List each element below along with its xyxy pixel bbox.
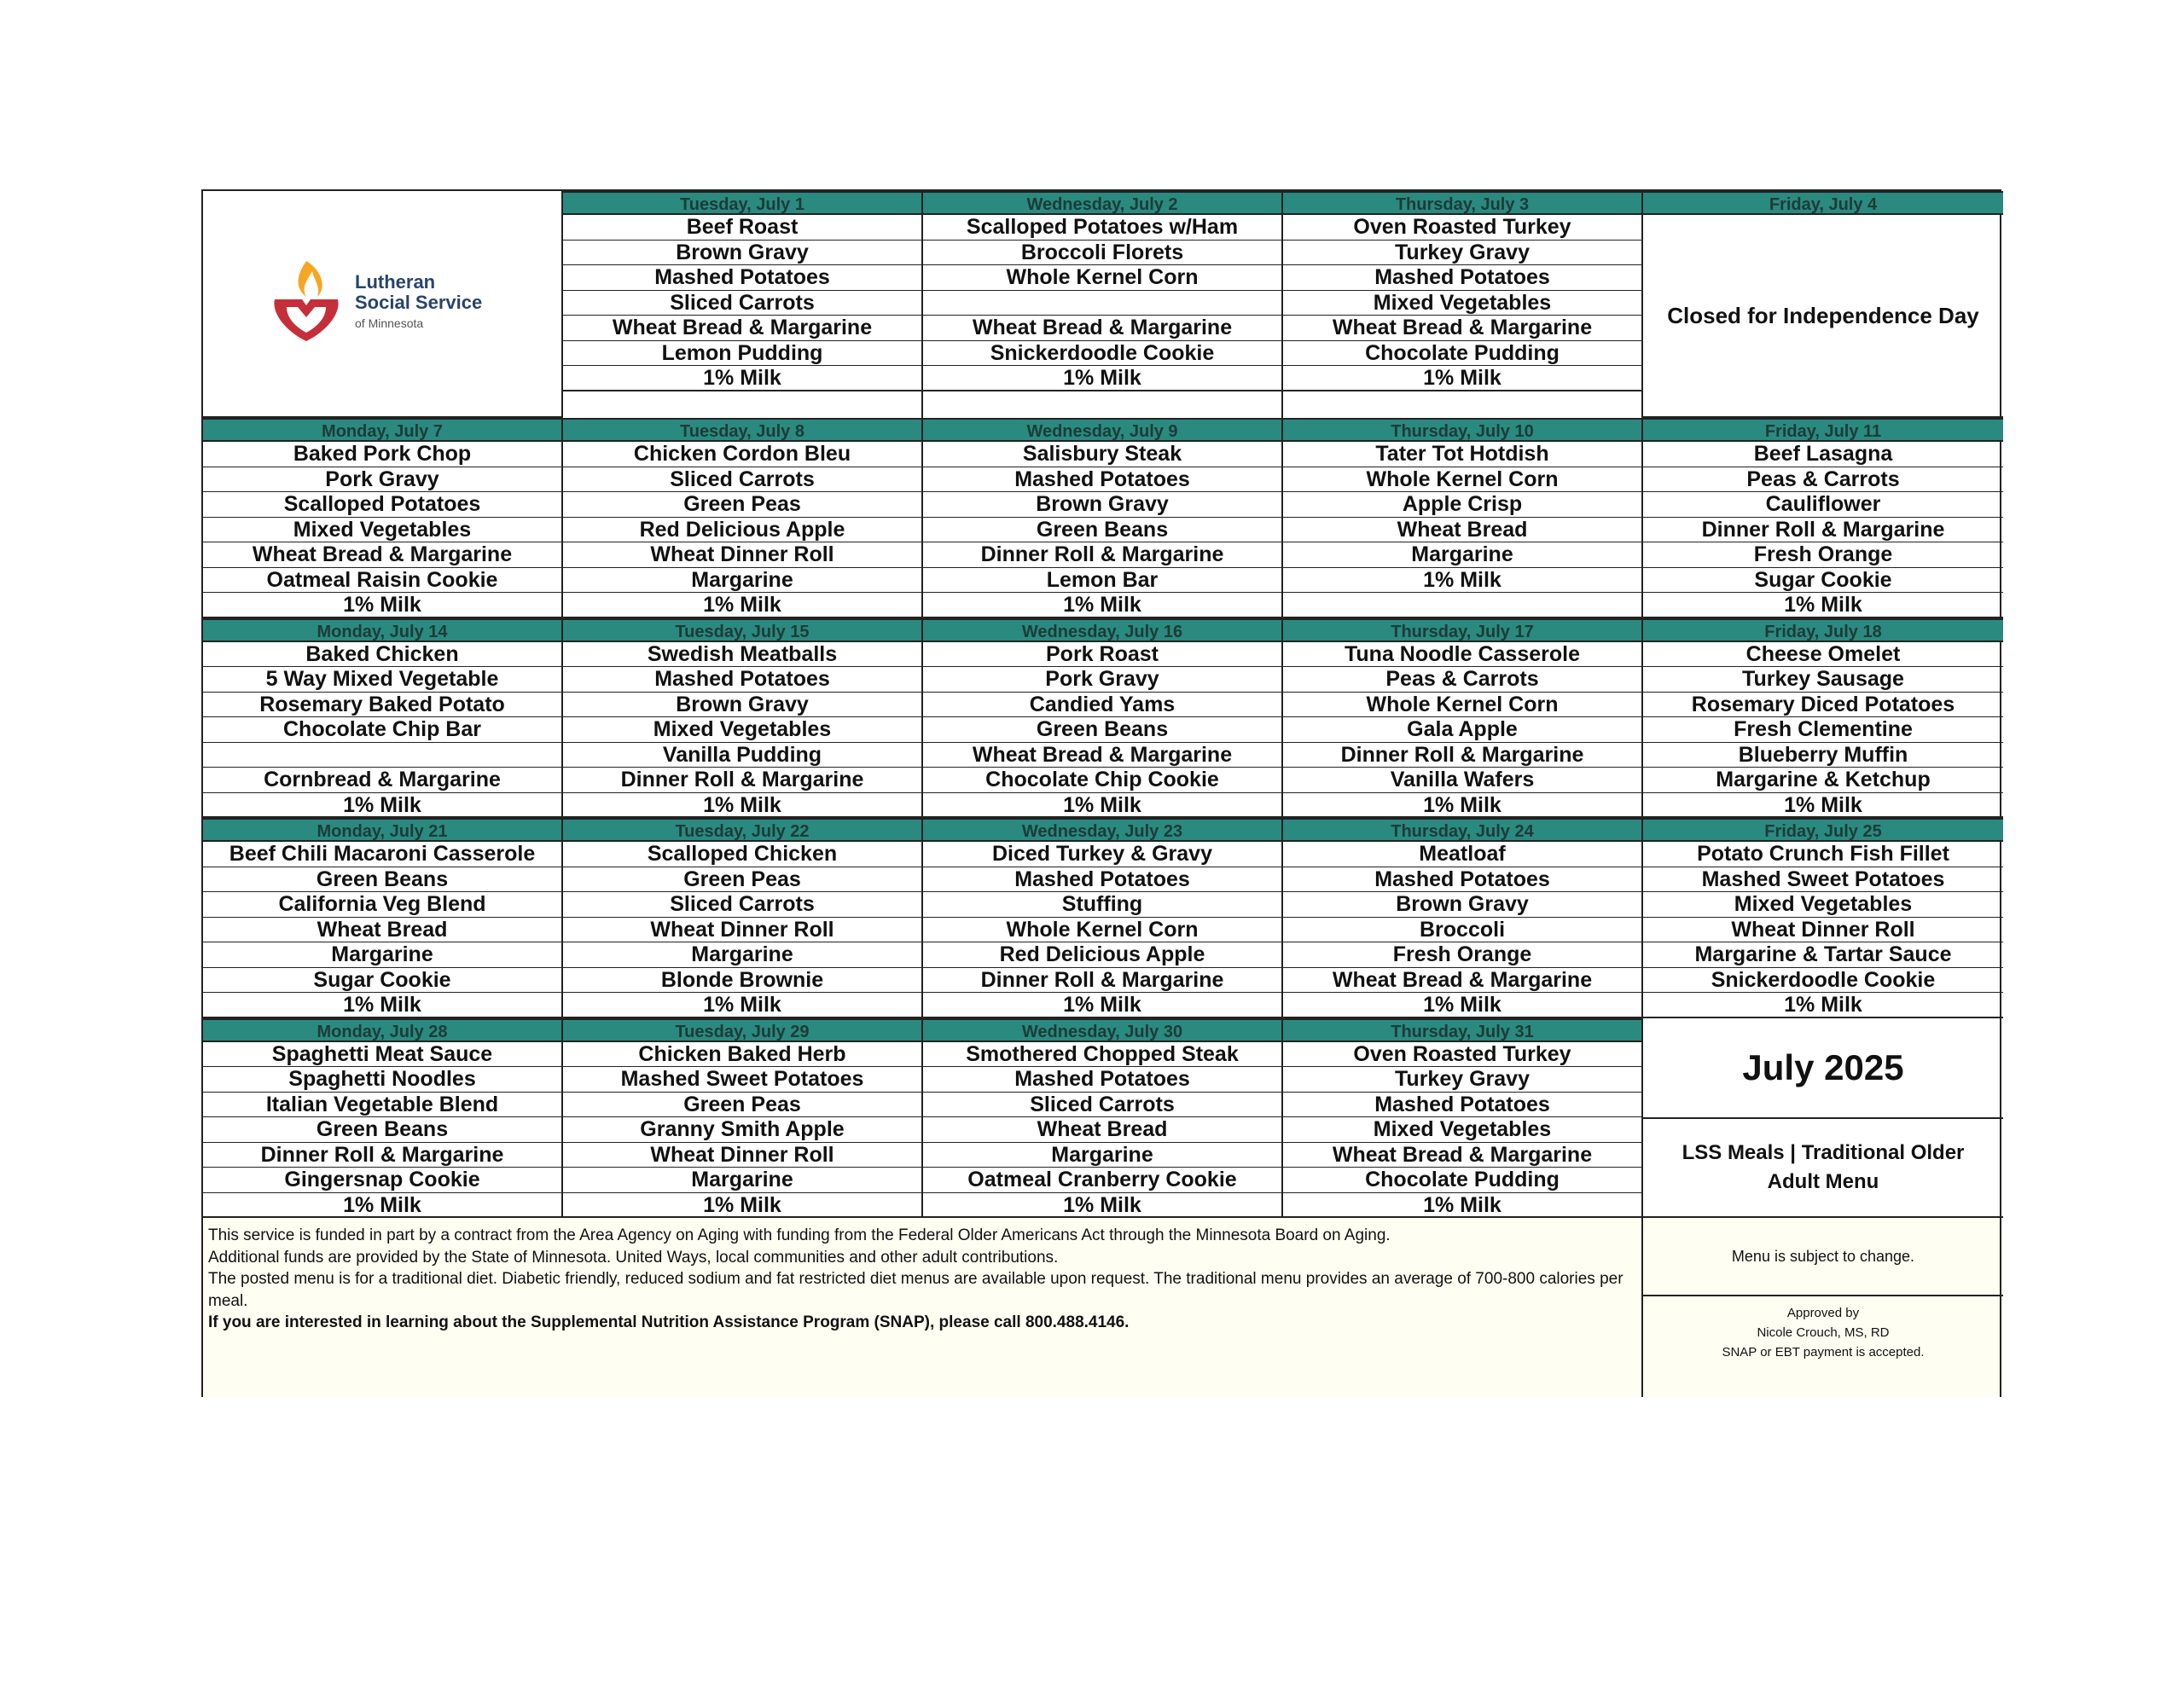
menu-item: California Veg Blend <box>203 892 561 918</box>
menu-item: Swedish Meatballs <box>563 642 921 668</box>
menu-item: Wheat Bread <box>1283 518 1641 543</box>
menu-item: Dinner Roll & Margarine <box>923 542 1281 568</box>
menu-item: Fresh Orange <box>1283 942 1641 968</box>
menu-item: Margarine <box>563 1168 921 1193</box>
menu-item: 1% Milk <box>1283 793 1641 819</box>
menu-item: Chicken Baked Herb <box>563 1042 921 1068</box>
day-cell <box>563 818 923 1018</box>
menu-item: Rosemary Diced Potatoes <box>1643 693 2003 718</box>
day-header: Thursday, July 3 <box>1283 191 1641 215</box>
menu-item: Mashed Potatoes <box>563 667 921 693</box>
menu-item: 1% Milk <box>923 366 1281 391</box>
menu-item: Dinner Roll & Margarine <box>1643 518 2003 543</box>
menu-item: Vanilla Wafers <box>1283 768 1641 793</box>
menu-item: Mashed Potatoes <box>923 867 1281 893</box>
logo-line: Lutheran <box>355 271 436 293</box>
day-cell <box>1643 818 2003 1018</box>
menu-item: Wheat Bread & Margarine <box>923 743 1281 768</box>
menu-item: 1% Milk <box>923 793 1281 819</box>
day-cell <box>923 1018 1283 1219</box>
menu-item: Mixed Vegetables <box>1643 892 2003 918</box>
approver-name: Nicole Crouch, MS, RD <box>1757 1325 1890 1340</box>
menu-item: Baked Pork Chop <box>203 442 561 467</box>
menu-item: Beef Roast <box>563 215 921 241</box>
day-cell <box>1643 191 2003 418</box>
menu-item: 1% Milk <box>563 366 921 391</box>
menu-item: Lemon Pudding <box>563 341 921 367</box>
menu-item: Mashed Potatoes <box>1283 265 1641 291</box>
menu-item: Margarine <box>1283 542 1641 568</box>
menu-item: Margarine <box>563 568 921 594</box>
menu-item: Salisbury Steak <box>923 442 1281 467</box>
menu-sheet <box>201 189 2001 1397</box>
day-cell <box>1283 1018 1643 1219</box>
menu-item: Margarine <box>923 1143 1281 1168</box>
payment-note: SNAP or EBT payment is accepted. <box>1722 1345 1925 1359</box>
menu-item: Chocolate Pudding <box>1283 1168 1641 1193</box>
menu-item: Tater Tot Hotdish <box>1283 442 1641 467</box>
menu-item: Mashed Sweet Potatoes <box>563 1067 921 1093</box>
menu-item: Baked Chicken <box>203 642 561 668</box>
menu-item: Oatmeal Raisin Cookie <box>203 568 561 594</box>
logo <box>203 191 561 418</box>
change-note: Menu is subject to change. <box>1643 1218 2003 1296</box>
menu-item: Whole Kernel Corn <box>923 918 1281 943</box>
menu-item: Green Beans <box>203 1117 561 1143</box>
menu-item: Green Peas <box>563 492 921 518</box>
day-cell <box>563 618 923 819</box>
day-header: Tuesday, July 8 <box>563 418 921 442</box>
menu-item: Green Peas <box>563 867 921 893</box>
menu-item: Smothered Chopped Steak <box>923 1042 1281 1068</box>
menu-item: Snickerdoodle Cookie <box>923 341 1281 367</box>
menu-item: Margarine <box>563 942 921 968</box>
menu-item: Wheat Bread & Margarine <box>563 316 921 341</box>
menu-item: Margarine & Ketchup <box>1643 768 2003 793</box>
menu-item: Candied Yams <box>923 693 1281 718</box>
menu-item: Apple Crisp <box>1283 492 1641 518</box>
menu-item: Pork Gravy <box>923 667 1281 693</box>
day-cell <box>203 618 563 819</box>
menu-item: Beef Chili Macaroni Casserole <box>203 842 561 867</box>
menu-item: Dinner Roll & Margarine <box>563 768 921 793</box>
menu-item: Lemon Bar <box>923 568 1281 594</box>
menu-item: Gingersnap Cookie <box>203 1168 561 1193</box>
menu-item: Broccoli <box>1283 918 1641 943</box>
day-cell <box>1283 618 1643 819</box>
menu-item: Sliced Carrots <box>563 892 921 918</box>
menu-item: Turkey Gravy <box>1283 241 1641 266</box>
day-header: Tuesday, July 15 <box>563 618 921 642</box>
menu-item: Margarine & Tartar Sauce <box>1643 942 2003 968</box>
day-cell <box>203 1018 563 1219</box>
menu-item: Spaghetti Noodles <box>203 1067 561 1093</box>
day-header: Thursday, July 31 <box>1283 1018 1641 1042</box>
day-header: Tuesday, July 1 <box>563 191 921 215</box>
day-header: Thursday, July 10 <box>1283 418 1641 442</box>
menu-item: Wheat Dinner Roll <box>563 542 921 568</box>
menu-title: LSS Meals | Traditional Older Adult Menu <box>1682 1140 1965 1193</box>
menu-item: Cheese Omelet <box>1643 642 2003 668</box>
menu-item: Cornbread & Margarine <box>203 768 561 793</box>
logo-cell <box>203 191 563 418</box>
lutheran-logo-icon <box>268 252 345 346</box>
menu-item: Wheat Bread & Margarine <box>1283 316 1641 341</box>
menu-item: Pork Gravy <box>203 467 561 493</box>
menu-item: Sliced Carrots <box>563 467 921 493</box>
menu-item: Diced Turkey & Gravy <box>923 842 1281 867</box>
day-cell <box>563 418 923 618</box>
menu-item: Snickerdoodle Cookie <box>1643 968 2003 994</box>
menu-item: Meatloaf <box>1283 842 1641 867</box>
menu-item: 1% Milk <box>563 593 921 618</box>
menu-item: 1% Milk <box>563 793 921 819</box>
menu-item: Tuna Noodle Casserole <box>1283 642 1641 668</box>
menu-item: 1% Milk <box>923 593 1281 618</box>
menu-item: Dinner Roll & Margarine <box>1283 743 1641 768</box>
menu-item: Brown Gravy <box>563 241 921 266</box>
menu-item: Whole Kernel Corn <box>1283 693 1641 718</box>
menu-item: Mixed Vegetables <box>1283 291 1641 316</box>
menu-item: Beef Lasagna <box>1643 442 2003 467</box>
menu-item: Sliced Carrots <box>923 1093 1281 1118</box>
menu-item: Scalloped Potatoes <box>203 492 561 518</box>
diet-note: The posted menu is for a traditional diet. Diabetic friendly, reduced sodium and fat restricted diet menus are available upon request. The traditional menu provides an average of 700-800 calories per meal. <box>208 1270 1623 1310</box>
menu-item: Wheat Bread & Margarine <box>1283 968 1641 994</box>
menu-item: 1% Milk <box>203 1193 561 1219</box>
funding-line: This service is funded in part by a contract from the Area Agency on Aging with funding from the Federal Older Americans Act through the Minnesota Board on Aging. <box>208 1226 1391 1244</box>
menu-calendar-grid <box>201 189 2001 1218</box>
month-title: July 2025 <box>1643 1018 2003 1119</box>
snap-note: If you are interested in learning about the Supplemental Nutrition Assistance Program (SNAP), please call 800.488.4146. <box>208 1313 1130 1331</box>
menu-item: Stuffing <box>923 892 1281 918</box>
funding-line: Additional funds are provided by the State of Minnesota. United Ways, local communities and other adult contributions. <box>208 1248 1059 1267</box>
approved-by: Approved by <box>1786 1306 1860 1320</box>
menu-item: Mixed Vegetables <box>563 717 921 743</box>
menu-item: Green Beans <box>923 717 1281 743</box>
day-header: Friday, July 11 <box>1643 418 2003 442</box>
menu-item: Wheat Bread & Margarine <box>923 316 1281 341</box>
menu-item: Fresh Clementine <box>1643 717 2003 743</box>
day-header: Wednesday, July 16 <box>923 618 1281 642</box>
menu-item: Mixed Vegetables <box>1283 1117 1641 1143</box>
day-header: Thursday, July 24 <box>1283 818 1641 842</box>
day-header: Wednesday, July 30 <box>923 1018 1281 1042</box>
menu-item: Mashed Potatoes <box>923 467 1281 493</box>
menu-item: Italian Vegetable Blend <box>203 1093 561 1118</box>
menu-item: 1% Milk <box>1283 568 1641 594</box>
menu-item: Granny Smith Apple <box>563 1117 921 1143</box>
menu-item: 1% Milk <box>1643 993 2003 1018</box>
menu-item: Mashed Sweet Potatoes <box>1643 867 2003 893</box>
logo-line: Social Service <box>355 292 483 313</box>
menu-item: Mashed Potatoes <box>1283 1093 1641 1118</box>
day-header: Friday, July 18 <box>1643 618 2003 642</box>
menu-item: Chocolate Pudding <box>1283 341 1641 367</box>
menu-item: Dinner Roll & Margarine <box>203 1143 561 1168</box>
menu-item: 1% Milk <box>563 1193 921 1219</box>
day-cell <box>203 818 563 1018</box>
menu-item: 1% Milk <box>923 1193 1281 1219</box>
menu-item: Spaghetti Meat Sauce <box>203 1042 561 1068</box>
day-cell <box>1283 418 1643 618</box>
menu-item: 1% Milk <box>1283 1193 1641 1219</box>
menu-item: 1% Milk <box>923 993 1281 1018</box>
day-header: Monday, July 21 <box>203 818 561 842</box>
day-cell <box>203 418 563 618</box>
menu-item: Red Delicious Apple <box>563 518 921 543</box>
menu-item: Wheat Bread & Margarine <box>1283 1143 1641 1168</box>
menu-item: Vanilla Pudding <box>563 743 921 768</box>
menu-item: Fresh Orange <box>1643 542 2003 568</box>
menu-item: 1% Milk <box>1283 366 1641 391</box>
day-cell <box>923 418 1283 618</box>
day-header: Friday, July 25 <box>1643 818 2003 842</box>
menu-item <box>923 291 1281 316</box>
day-cell <box>923 191 1283 418</box>
day-header: Wednesday, July 23 <box>923 818 1281 842</box>
menu-item: Blonde Brownie <box>563 968 921 994</box>
day-cell <box>563 1018 923 1219</box>
day-header: Friday, July 4 <box>1643 191 2003 215</box>
menu-item: Dinner Roll & Margarine <box>923 968 1281 994</box>
day-header: Monday, July 7 <box>203 418 561 442</box>
menu-item: Brown Gravy <box>563 693 921 718</box>
menu-item: Broccoli Florets <box>923 241 1281 266</box>
menu-item: Cauliflower <box>1643 492 2003 518</box>
menu-item: 1% Milk <box>563 993 921 1018</box>
approval-block <box>1643 1296 2003 1362</box>
menu-item: Mashed Potatoes <box>923 1067 1281 1093</box>
closed-notice: Closed for Independence Day <box>1643 215 2003 418</box>
menu-item: Sugar Cookie <box>1643 568 2003 594</box>
day-header: Monday, July 14 <box>203 618 561 642</box>
menu-item: Gala Apple <box>1283 717 1641 743</box>
menu-item: Red Delicious Apple <box>923 942 1281 968</box>
day-cell <box>563 191 923 418</box>
menu-item: Wheat Bread <box>203 918 561 943</box>
menu-item: Sliced Carrots <box>563 291 921 316</box>
menu-item: 1% Milk <box>1283 993 1641 1018</box>
menu-footer <box>201 1218 2001 1397</box>
menu-title-cell <box>1643 1018 2003 1219</box>
day-header: Monday, July 28 <box>203 1018 561 1042</box>
day-header: Tuesday, July 22 <box>563 818 921 842</box>
menu-item: Peas & Carrots <box>1643 467 2003 493</box>
menu-item: Wheat Dinner Roll <box>563 1143 921 1168</box>
menu-item: Chicken Cordon Bleu <box>563 442 921 467</box>
day-header: Thursday, July 17 <box>1283 618 1641 642</box>
menu-item: Peas & Carrots <box>1283 667 1641 693</box>
menu-item: Green Beans <box>203 867 561 893</box>
day-cell <box>1283 818 1643 1018</box>
menu-item: Turkey Sausage <box>1643 667 2003 693</box>
menu-item: Green Peas <box>563 1093 921 1118</box>
menu-item: 1% Milk <box>203 993 561 1018</box>
footer-side <box>1643 1218 2003 1397</box>
day-cell <box>923 618 1283 819</box>
menu-item <box>203 743 561 768</box>
funding-notice <box>203 1218 1643 1397</box>
menu-item: Green Beans <box>923 518 1281 543</box>
day-cell <box>1643 618 2003 819</box>
menu-item: Whole Kernel Corn <box>1283 467 1641 493</box>
menu-item: Mashed Potatoes <box>1283 867 1641 893</box>
menu-item: Chocolate Chip Bar <box>203 717 561 743</box>
day-header: Tuesday, July 29 <box>563 1018 921 1042</box>
menu-item: Pork Roast <box>923 642 1281 668</box>
day-cell <box>1643 418 2003 618</box>
menu-item: 1% Milk <box>203 593 561 618</box>
menu-item: Mixed Vegetables <box>203 518 561 543</box>
menu-item: Chocolate Chip Cookie <box>923 768 1281 793</box>
day-cell <box>1283 191 1643 418</box>
menu-item: Brown Gravy <box>1283 892 1641 918</box>
menu-item: Scalloped Chicken <box>563 842 921 867</box>
day-header: Wednesday, July 2 <box>923 191 1281 215</box>
menu-item: Whole Kernel Corn <box>923 265 1281 291</box>
menu-item: Blueberry Muffin <box>1643 743 2003 768</box>
menu-item: Oven Roasted Turkey <box>1283 1042 1641 1068</box>
menu-item: Wheat Bread <box>923 1117 1281 1143</box>
menu-item: Turkey Gravy <box>1283 1067 1641 1093</box>
menu-item: Margarine <box>203 942 561 968</box>
menu-item: Sugar Cookie <box>203 968 561 994</box>
menu-item: 1% Milk <box>203 793 561 819</box>
menu-item: Scalloped Potatoes w/Ham <box>923 215 1281 241</box>
menu-item: Potato Crunch Fish Fillet <box>1643 842 2003 867</box>
day-cell <box>923 818 1283 1018</box>
menu-item <box>1283 593 1641 618</box>
menu-item: 1% Milk <box>1643 793 2003 819</box>
menu-item: Rosemary Baked Potato <box>203 693 561 718</box>
menu-item: Wheat Bread & Margarine <box>203 542 561 568</box>
logo-line: of Minnesota <box>355 316 424 330</box>
menu-item: Mashed Potatoes <box>563 265 921 291</box>
menu-item: Wheat Dinner Roll <box>1643 918 2003 943</box>
menu-item: Oven Roasted Turkey <box>1283 215 1641 241</box>
menu-item: Oatmeal Cranberry Cookie <box>923 1168 1281 1193</box>
logo-text <box>355 272 482 333</box>
menu-item: Wheat Dinner Roll <box>563 918 921 943</box>
menu-item: Brown Gravy <box>923 492 1281 518</box>
menu-item: 1% Milk <box>1643 593 2003 618</box>
menu-item: 5 Way Mixed Vegetable <box>203 667 561 693</box>
day-header: Wednesday, July 9 <box>923 418 1281 442</box>
